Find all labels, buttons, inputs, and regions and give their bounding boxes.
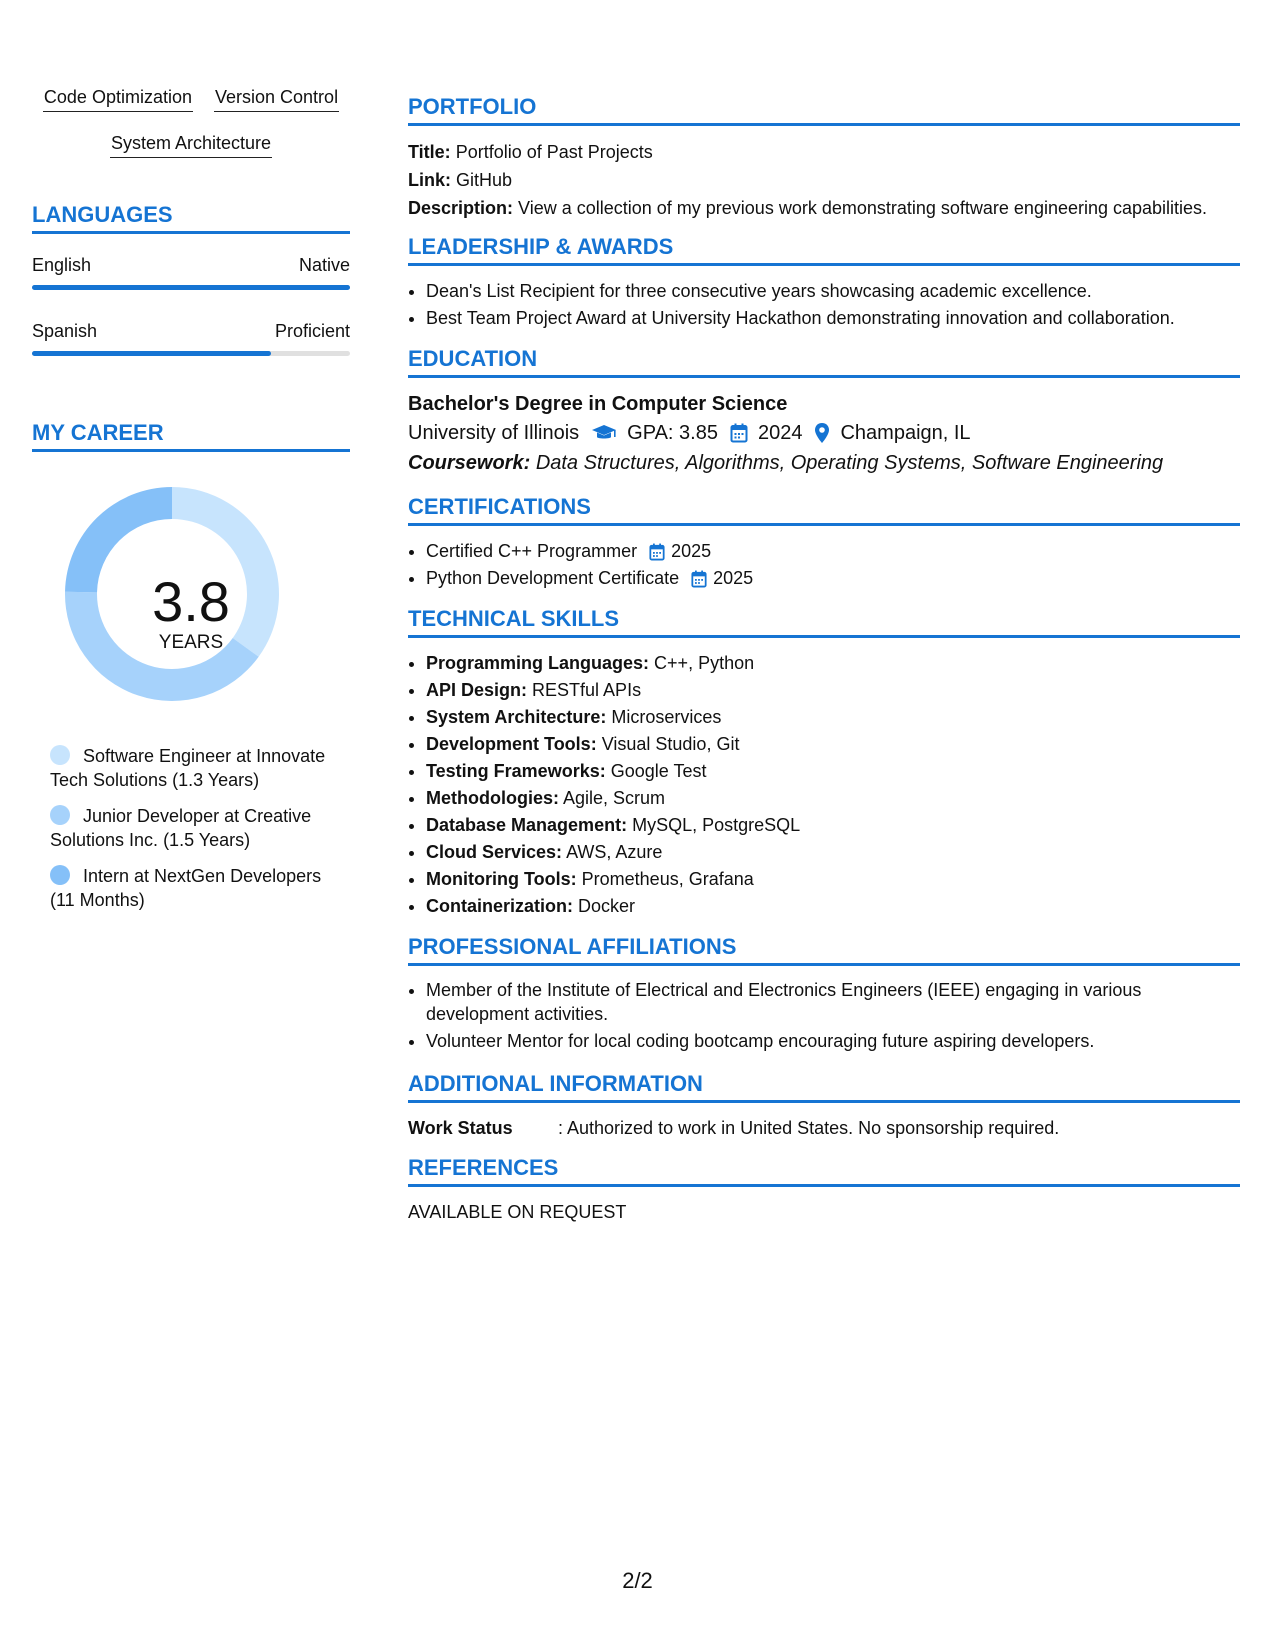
language-level: Proficient — [274, 321, 350, 341]
location-pin-icon — [814, 422, 830, 444]
language-name: Spanish — [32, 321, 98, 341]
leadership-title: LEADERSHIP & AWARDS — [408, 234, 1240, 266]
career-legend-item — [50, 864, 350, 912]
skill-label: Programming Languages: — [426, 653, 650, 673]
additional-title: ADDITIONAL INFORMATION — [408, 1071, 1240, 1103]
portfolio-link-label: Link: — [408, 170, 451, 190]
right-column — [408, 94, 1240, 1225]
career-legend-label: Junior Developer at Creative Solutions Inc. (1.5 Years) — [50, 806, 312, 850]
skill-value: Visual Studio, Git — [601, 734, 740, 754]
work-status-label: Work Status — [408, 1118, 513, 1138]
skill-value: Google Test — [610, 761, 707, 781]
skill-value: RESTful APIs — [532, 680, 642, 700]
skill-label: API Design: — [426, 680, 528, 700]
portfolio-title-label: Title: — [408, 142, 451, 162]
list-item: • Member of the Institute of Electrical and Electronics Engineers (IEEE) engaging in various development activities. — [426, 978, 1240, 1026]
language-item — [32, 254, 350, 290]
career-legend — [32, 744, 350, 912]
career-total-unit: YEARS — [158, 632, 224, 653]
legend-dot — [50, 745, 70, 765]
coursework-value: Data Structures, Algorithms, Operating Systems, Software Engineering — [535, 452, 1164, 474]
language-item — [32, 320, 350, 356]
list-item: • Best Team Project Award at University Hackathon demonstrating innovation and collaboration. — [426, 305, 1240, 332]
skill-tag: Version Control — [214, 86, 339, 112]
portfolio-desc: View a collection of my previous work demonstrating software engineering capabilities. — [518, 198, 1208, 218]
career-legend-label: Software Engineer at Innovate Tech Solutions (1.3 Years) — [50, 746, 326, 790]
language-bar — [32, 351, 350, 356]
list-item — [426, 650, 1240, 677]
work-status-value: : Authorized to work in United States. No sponsorship required. — [558, 1118, 1060, 1138]
certifications-title: CERTIFICATIONS — [408, 494, 1240, 526]
skill-label: Cloud Services: — [426, 842, 563, 862]
skill-value: C++, Python — [654, 653, 755, 673]
references-section — [408, 1155, 1240, 1225]
graduation-cap-icon — [591, 424, 617, 442]
portfolio-link[interactable]: GitHub — [456, 170, 513, 190]
skill-label: System Architecture: — [426, 707, 607, 727]
list-item — [426, 731, 1240, 758]
affiliations-title: PROFESSIONAL AFFILIATIONS — [408, 934, 1240, 966]
portfolio-title-value: Portfolio of Past Projects — [455, 142, 653, 162]
skill-tag: System Architecture — [110, 132, 272, 158]
career-title: MY CAREER — [32, 420, 350, 452]
skill-value: Agile, Scrum — [563, 788, 666, 808]
list-item — [426, 839, 1240, 866]
career-legend-item — [50, 744, 350, 792]
portfolio-title: PORTFOLIO — [408, 94, 1240, 126]
skills-section — [408, 606, 1240, 920]
list-item — [426, 866, 1240, 893]
work-status-row — [408, 1115, 1240, 1141]
education-details — [408, 418, 1240, 448]
skills-list — [408, 650, 1240, 920]
list-item — [426, 893, 1240, 920]
language-level: Native — [298, 255, 350, 275]
list-item — [426, 538, 1240, 565]
coursework — [408, 448, 1240, 478]
skill-label: Methodologies: — [426, 788, 559, 808]
list-item: • Dean's List Recipient for three consecutive years showcasing academic excellence. — [426, 278, 1240, 305]
career-legend-item — [50, 804, 350, 852]
skill-tag: Code Optimization — [43, 86, 193, 112]
affiliations-list — [408, 978, 1240, 1053]
references-text: AVAILABLE ON REQUEST — [408, 1202, 627, 1222]
skill-label: Database Management: — [426, 815, 628, 835]
languages-title: LANGUAGES — [32, 202, 350, 234]
portfolio-desc-label: Description: — [408, 198, 514, 218]
skills-title: TECHNICAL SKILLS — [408, 606, 1240, 638]
education-section — [408, 346, 1240, 478]
education-title: EDUCATION — [408, 346, 1240, 378]
career-section — [32, 420, 350, 912]
skill-value: Microservices — [611, 707, 722, 727]
list-item — [426, 812, 1240, 839]
school: University of Illinois — [408, 422, 580, 444]
career-legend-label: Intern at NextGen Developers (11 Months) — [50, 866, 322, 910]
additional-section — [408, 1071, 1240, 1141]
career-total-value: 3.8 — [152, 570, 230, 633]
certifications-section — [408, 494, 1240, 592]
career-donut-wrap — [32, 464, 350, 724]
portfolio-section — [408, 94, 1240, 222]
location: Champaign, IL — [840, 422, 971, 444]
skill-label: Development Tools: — [426, 734, 597, 754]
references-title: REFERENCES — [408, 1155, 1240, 1187]
language-bar — [32, 285, 350, 290]
degree: Bachelor's Degree in Computer Science — [408, 393, 788, 415]
list-item — [426, 758, 1240, 785]
cert-name: • Python Development Certificate — [426, 568, 680, 588]
language-bar-fill — [32, 351, 271, 356]
calendar-icon — [730, 423, 748, 443]
list-item — [426, 677, 1240, 704]
leadership-section — [408, 234, 1240, 332]
page-number: 2/2 — [622, 1568, 653, 1593]
languages-section — [32, 202, 350, 356]
coursework-label: Coursework: — [408, 452, 531, 474]
leadership-list — [408, 278, 1240, 332]
list-item: • Volunteer Mentor for local coding bootcamp encouraging future aspiring developers. — [426, 1029, 1240, 1053]
certifications-list — [408, 538, 1240, 592]
left-column — [32, 86, 350, 924]
skill-tags — [32, 86, 350, 178]
legend-dot — [50, 865, 70, 885]
skill-value: Docker — [578, 896, 636, 916]
language-bar-fill — [32, 285, 350, 290]
graduation-year: 2024 — [757, 422, 803, 444]
cert-year: 2025 — [671, 541, 712, 561]
list-item — [426, 565, 1240, 592]
skill-label: Containerization: — [426, 896, 573, 916]
gpa: GPA: 3.85 — [627, 422, 718, 444]
calendar-icon — [649, 543, 665, 561]
cert-name: • Certified C++ Programmer — [426, 541, 638, 561]
skill-value: MySQL, PostgreSQL — [632, 815, 801, 835]
affiliations-section — [408, 934, 1240, 1053]
skill-label: Testing Frameworks: — [426, 761, 606, 781]
legend-dot — [50, 805, 70, 825]
language-name: English — [32, 255, 92, 275]
list-item — [426, 704, 1240, 731]
calendar-icon — [691, 570, 707, 588]
list-item — [426, 785, 1240, 812]
skill-label: Monitoring Tools: — [426, 869, 577, 889]
cert-year: 2025 — [713, 568, 754, 588]
skill-value: Prometheus, Grafana — [581, 869, 754, 889]
skill-value: AWS, Azure — [566, 842, 663, 862]
